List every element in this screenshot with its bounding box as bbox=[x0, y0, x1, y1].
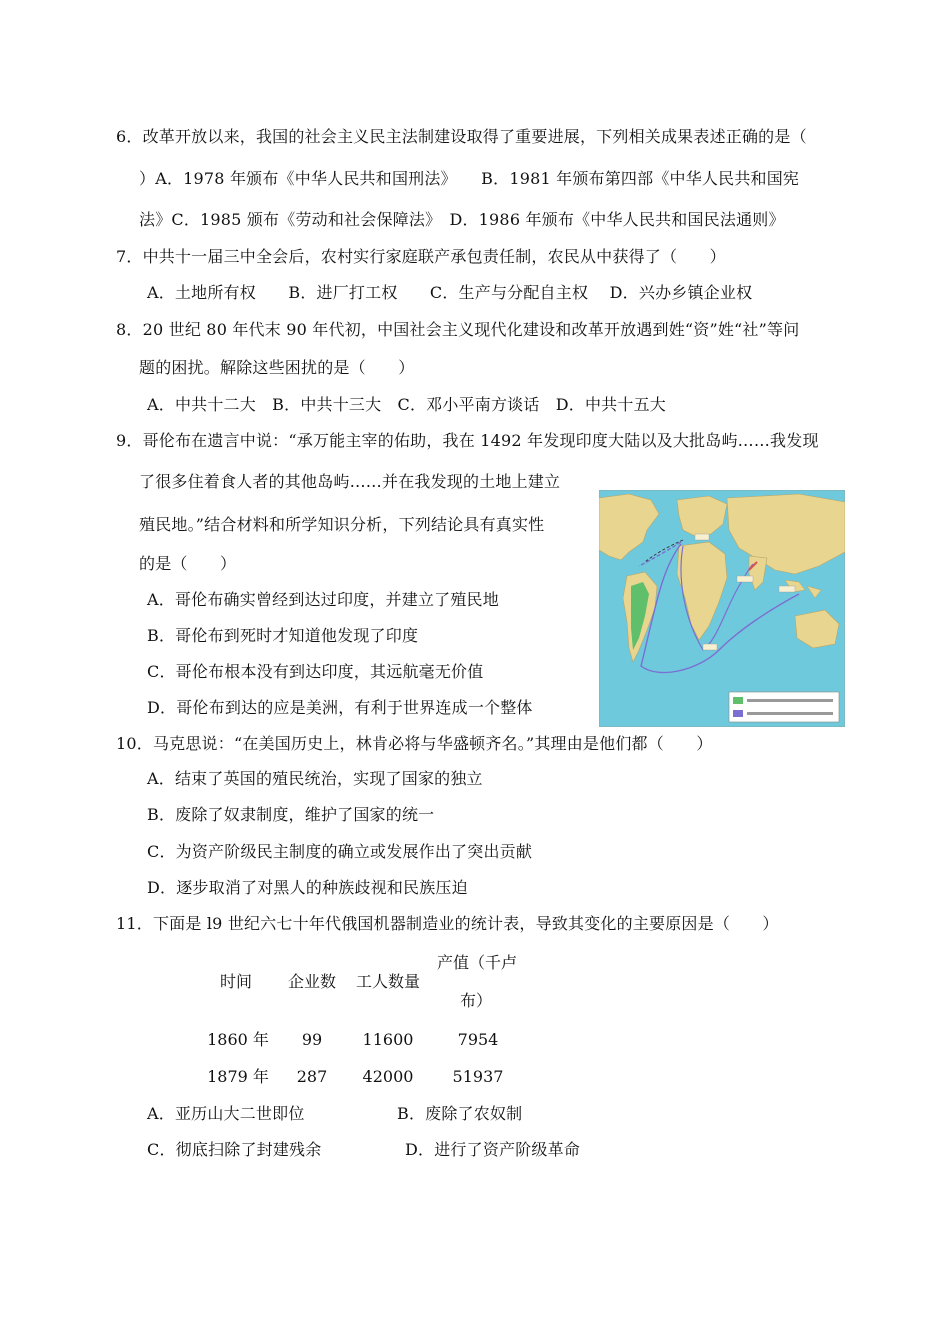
q9-option-a: A．哥伦布确实曾经到达过印度，并建立了殖民地 bbox=[147, 590, 499, 609]
table-row-2-year: 1879 年 bbox=[207, 1067, 269, 1086]
q9-option-b: B．哥伦布到死时才知道他发现了印度 bbox=[147, 626, 419, 645]
q8-line1: 8．20 世纪 80 年代末 90 年代初，中国社会主义现代化建设和改革开放遇到姓“资”姓“社”等问 bbox=[116, 320, 800, 339]
world-map-image bbox=[599, 490, 845, 727]
table-row-1-output: 7954 bbox=[457, 1030, 499, 1049]
q10-option-a: A．结束了英国的殖民统治，实现了国家的独立 bbox=[147, 769, 483, 788]
map-legend-swatch-purple bbox=[733, 710, 743, 717]
q9-line4: 的是（ ） bbox=[139, 554, 237, 573]
table-header-workers: 工人数量 bbox=[355, 972, 420, 991]
q11-option-b: B．废除了农奴制 bbox=[397, 1104, 523, 1123]
q11-option-a: A．亚历山大二世即位 bbox=[147, 1104, 305, 1123]
table-header-time: 时间 bbox=[219, 972, 252, 991]
q11-stem: 11．下面是 l9 世纪六七十年代俄国机器制造业的统计表，导致其变化的主要原因是（ ） bbox=[116, 914, 779, 933]
table-row-2-workers: 42000 bbox=[362, 1067, 414, 1086]
table-header-enterprises: 企业数 bbox=[287, 972, 336, 991]
q9-line1: 9．哥伦布在遗言中说：“承万能主宰的佑助，我在 1492 年发现印度大陆以及大批岛屿……我发现 bbox=[116, 431, 819, 450]
table-header-output-line2: 布） bbox=[459, 991, 492, 1010]
table-row-2-output: 51937 bbox=[452, 1067, 504, 1086]
q6-line3: 法》C．1985 颁布《劳动和社会保障法》 D．1986 年颁布《中华人民共和国民法通则》 bbox=[139, 210, 785, 229]
q7-options: A．土地所有权 B．进厂打工权 C．生产与分配自主权 D．兴办乡镇企业权 bbox=[147, 283, 753, 302]
q9-line2: 了很多住着食人者的其他岛屿……并在我发现的土地上建立 bbox=[139, 472, 561, 491]
q10-option-d: D．逐步取消了对黑人的种族歧视和民族压迫 bbox=[147, 878, 468, 897]
q9-option-d: D．哥伦布到达的应是美洲，有利于世界连成一个整体 bbox=[147, 698, 533, 717]
q11-option-c: C．彻底扫除了封建残余 bbox=[147, 1140, 322, 1159]
table-row-2-enterprises: 287 bbox=[296, 1067, 328, 1086]
q10-option-b: B．废除了奴隶制度，维护了国家的统一 bbox=[147, 805, 435, 824]
table-header-output-line1: 产值（千卢 bbox=[436, 953, 517, 972]
map-legend bbox=[729, 692, 839, 722]
q8-line2: 题的困扰。解除这些困扰的是（ ） bbox=[139, 358, 415, 377]
table-row-1-year: 1860 年 bbox=[207, 1030, 269, 1049]
q10-stem: 10．马克思说：“在美国历史上，林肯必将与华盛顿齐名。”其理由是他们都（ ） bbox=[116, 734, 713, 753]
map-legend-swatch-green bbox=[733, 697, 743, 704]
q6-line2: ）A．1978 年颁布《中华人民共和国刑法》 B．1981 年颁布第四部《中华人民共和国宪 bbox=[139, 169, 800, 188]
q8-options: A．中共十二大 B．中共十三大 C．邓小平南方谈话 D．中共十五大 bbox=[147, 395, 666, 414]
q11-option-d: D．进行了资产阶级革命 bbox=[405, 1140, 581, 1159]
q6-line1: 6．改革开放以来，我国的社会主义民主法制建设取得了重要进展，下列相关成果表述正确的是（ bbox=[116, 127, 807, 146]
q7-stem: 7．中共十一届三中全会后，农村实行家庭联产承包责任制，农民从中获得了（ ） bbox=[116, 247, 726, 266]
q9-line3: 殖民地。”结合材料和所学知识分析，下列结论具有真实性 bbox=[139, 515, 545, 534]
q10-option-c: C．为资产阶级民主制度的确立或发展作出了突出贡献 bbox=[147, 842, 533, 861]
table-row-1-workers: 11600 bbox=[362, 1030, 414, 1049]
table-row-1-enterprises: 99 bbox=[301, 1030, 323, 1049]
q9-option-c: C．哥伦布根本没有到达印度，其远航毫无价值 bbox=[147, 662, 484, 681]
